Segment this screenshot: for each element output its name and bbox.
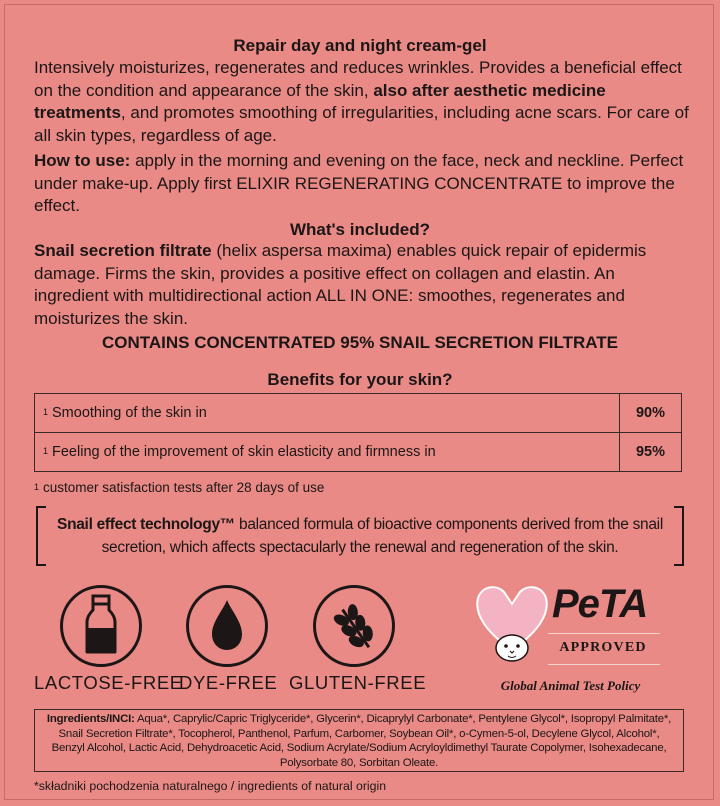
- footnote-marker: 1: [34, 482, 40, 492]
- technology-text: [46, 513, 674, 559]
- benefits-footnote: [34, 480, 324, 495]
- peta-logo: PeTA: [552, 582, 648, 626]
- technology-box: [36, 506, 684, 564]
- technology-bold: Snail effect technology™: [57, 516, 235, 533]
- ingredients-box: [34, 709, 684, 772]
- benefit-value: 90%: [620, 394, 682, 433]
- wheat-icon: [313, 585, 395, 667]
- description-paragraph: [34, 57, 694, 147]
- description-text-1: Intensively moisturizes, regenerates and reduces wrinkles. Provides a beneficial effect on the condition and appearance of the skin,: [34, 58, 682, 100]
- peta-divider: [548, 633, 660, 634]
- footnote-marker: 1: [43, 446, 49, 456]
- footnote-text: customer satisfaction tests after 28 days of use: [43, 480, 325, 495]
- table-row: [35, 394, 682, 433]
- how-to-use-label: How to use:: [34, 151, 131, 170]
- benefit-label: [35, 433, 620, 472]
- lactose-free-label: LACTOSE-FREE: [34, 672, 183, 693]
- description-text-2: , and promotes smoothing of irregularities, including acne scars. For care of all skin types, regardless of age.: [34, 103, 689, 145]
- ingredients-label: Ingredients/INCI:: [46, 713, 135, 725]
- description-bold: also after aesthetic medicine treatments: [34, 80, 606, 122]
- footnote-marker: 1: [43, 407, 49, 417]
- how-to-use-text: apply in the morning and evening on the face, neck and neckline. Perfect under make-up. Apply first ELIXIR REGENERATING CONCENTRATE to improve the effect.: [34, 151, 684, 215]
- gluten-free-label: GLUTEN-FREE: [289, 672, 427, 693]
- milk-bottle-icon: [60, 585, 142, 667]
- peta-divider: [548, 664, 660, 665]
- peta-policy: Global Animal Test Policy: [500, 678, 641, 693]
- included-title: What's included?: [289, 220, 431, 239]
- product-title: Repair day and night cream-gel: [233, 36, 487, 55]
- right-bracket: [674, 506, 684, 566]
- benefit-value: 95%: [620, 433, 682, 472]
- contains-statement: CONTAINS CONCENTRATED 95% SNAIL SECRETION FILTRATE: [101, 333, 618, 352]
- included-bold: Snail secretion filtrate: [34, 241, 212, 260]
- table-row: [35, 433, 682, 472]
- benefit-text: Smoothing of the skin in: [52, 405, 207, 421]
- natural-origin-note: *składniki pochodzenia naturalnego / ingredients of natural origin: [34, 779, 387, 793]
- left-bracket: [36, 506, 46, 566]
- benefit-label: [35, 394, 620, 433]
- peta-bunny-icon: [472, 580, 552, 672]
- benefit-text: Feeling of the improvement of skin elasticity and firmness in: [52, 444, 436, 460]
- technology-description: balanced formula of bioactive components derived from the snail secretion, which affects spectacularly the renewal and regeneration of the skin.: [101, 516, 663, 556]
- benefits-table: [34, 393, 682, 472]
- dye-free-label: DYE-FREE: [179, 672, 278, 693]
- benefits-title: Benefits for your skin?: [267, 370, 453, 389]
- how-to-use-paragraph: [34, 150, 694, 218]
- included-paragraph: [34, 240, 694, 330]
- drop-icon: [186, 585, 268, 667]
- included-text: (helix aspersa maxima) enables quick repair of epidermis damage. Firms the skin, provides a positive effect on collagen and elastin. An ingredient with multidirectional action ALL IN ONE: smoothes, regenerates and moisturizes the skin.: [34, 241, 647, 328]
- ingredients-text: Aqua*, Caprylic/Capric Triglyceride*, Glycerin*, Dicaprylyl Carbonate*, Pentylene Glycol*, Isopropyl Palmitate*, Snail Secretion Filtrate*, Tocopherol, Panthenol, Parfum, Carbomer, Soybean Oil*, o-Cymen-5-ol, Decylene Glycol, Alcohol*, Benzyl Alcohol, Lactic Acid, Dehydroacetic Acid, Sodium Acrylate/Sodium Acryloyldimethyl Taurate Copolymer, Isohexadecane, Polysorbate 80, Sorbitan Oleate.: [51, 713, 672, 769]
- peta-approved: APPROVED: [559, 640, 647, 655]
